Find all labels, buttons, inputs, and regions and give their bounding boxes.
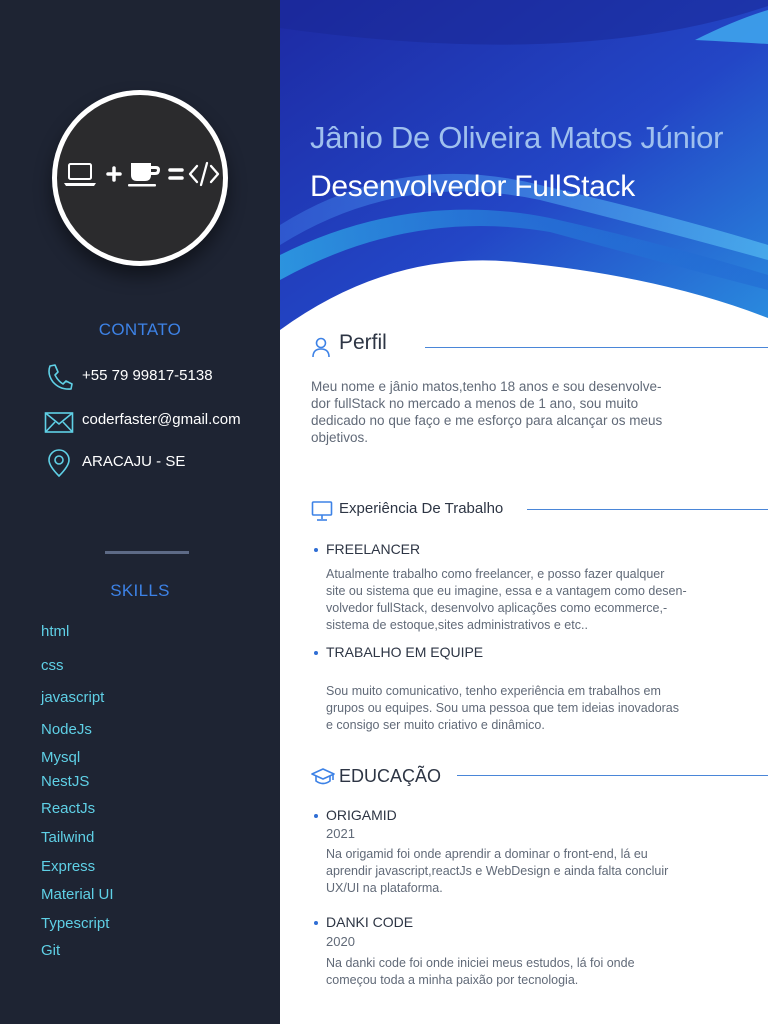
experience-heading: Experiência De Trabalho <box>339 500 504 517</box>
equals-icon <box>170 170 182 178</box>
education-item-text: Na origamid foi onde aprendir a dominar o front-end, lá eu aprendir javascript,reactJs e WebDesign e ainda falta concluir UX/UI na plataforma. <box>326 847 669 895</box>
sidebar-divider <box>105 551 189 554</box>
experience-item-text: Sou muito comunicativo, tenho experiência em trabalhos em grupos ou equipes. Sou uma pessoa que tem ideias inovadoras e consigo ser muito criativo e dinâmico. <box>326 684 680 732</box>
skill-item: ReactJs <box>41 800 96 817</box>
monitor-icon <box>311 500 333 522</box>
skill-item: Material UI <box>41 886 114 903</box>
location-pin-icon <box>44 448 74 478</box>
laptop-icon <box>64 164 96 186</box>
bullet <box>314 814 318 818</box>
experience-divider <box>527 509 768 510</box>
skill-item: Mysql <box>41 749 81 766</box>
person-icon <box>311 336 331 358</box>
bullet <box>314 548 318 552</box>
experience-item-title: TRABALHO EM EQUIPE <box>326 644 484 660</box>
code-icon <box>190 163 218 185</box>
person-name: Jânio De Oliveira Matos Júnior <box>310 120 724 155</box>
bullet <box>314 921 318 925</box>
skill-item: Typescript <box>41 915 110 932</box>
skills-heading: SKILLS <box>110 581 170 600</box>
coffee-cup-icon <box>128 163 160 187</box>
skill-item: Git <box>41 942 61 959</box>
sidebar <box>0 0 280 1024</box>
location-text: ARACAJU - SE <box>82 453 186 470</box>
skill-item: javascript <box>41 689 105 706</box>
education-item-title: DANKI CODE <box>326 914 414 930</box>
skill-item: Tailwind <box>41 829 95 846</box>
education-divider <box>457 775 768 776</box>
skill-item: NodeJs <box>41 721 92 738</box>
experience-item-title: FREELANCER <box>326 541 421 557</box>
envelope-icon <box>44 406 74 436</box>
education-item-text: Na danki code foi onde iniciei meus estudos, lá foi onde começou toda a minha paixão por tecnologia. <box>326 956 635 987</box>
skill-item: NestJS <box>41 773 90 790</box>
skill-item: css <box>41 657 64 674</box>
education-heading: EDUCAÇÃO <box>339 766 442 786</box>
profile-divider <box>425 347 768 348</box>
profile-text: Meu nome e jânio matos,tenho 18 anos e sou desenvolve- dor fullStack no mercado a menos de 1 ano, sou muito dedicado no que faço e me esforço para alcançar os meus objetivos. <box>311 379 663 445</box>
skill-item: html <box>41 623 70 640</box>
avatar-emblem <box>57 95 223 261</box>
graduation-cap-icon <box>311 767 335 787</box>
phone-text: +55 79 99817-5138 <box>82 367 213 384</box>
education-item-year: 2021 <box>326 826 355 841</box>
education-item-title: ORIGAMID <box>326 807 397 823</box>
profile-heading: Perfil <box>339 331 387 354</box>
skill-item: Express <box>41 858 96 875</box>
education-item-year: 2020 <box>326 934 355 949</box>
plus-icon <box>108 168 120 180</box>
phone-icon <box>44 362 74 392</box>
experience-item-text: Atualmente trabalho como freelancer, e posso fazer qualquer site ou sistema que eu imagine, essa e a vantagem como desen- volvedor fullStack, desenvolvo aplicações como ecommerce,- sistema de estoque,sites administrativos e etc.. <box>326 567 687 632</box>
email-text: coderfaster@gmail.com <box>82 411 241 428</box>
contact-heading: CONTATO <box>98 320 182 339</box>
bullet <box>314 651 318 655</box>
job-title: Desenvolvedor FullStack <box>310 170 635 203</box>
avatar <box>52 90 228 266</box>
